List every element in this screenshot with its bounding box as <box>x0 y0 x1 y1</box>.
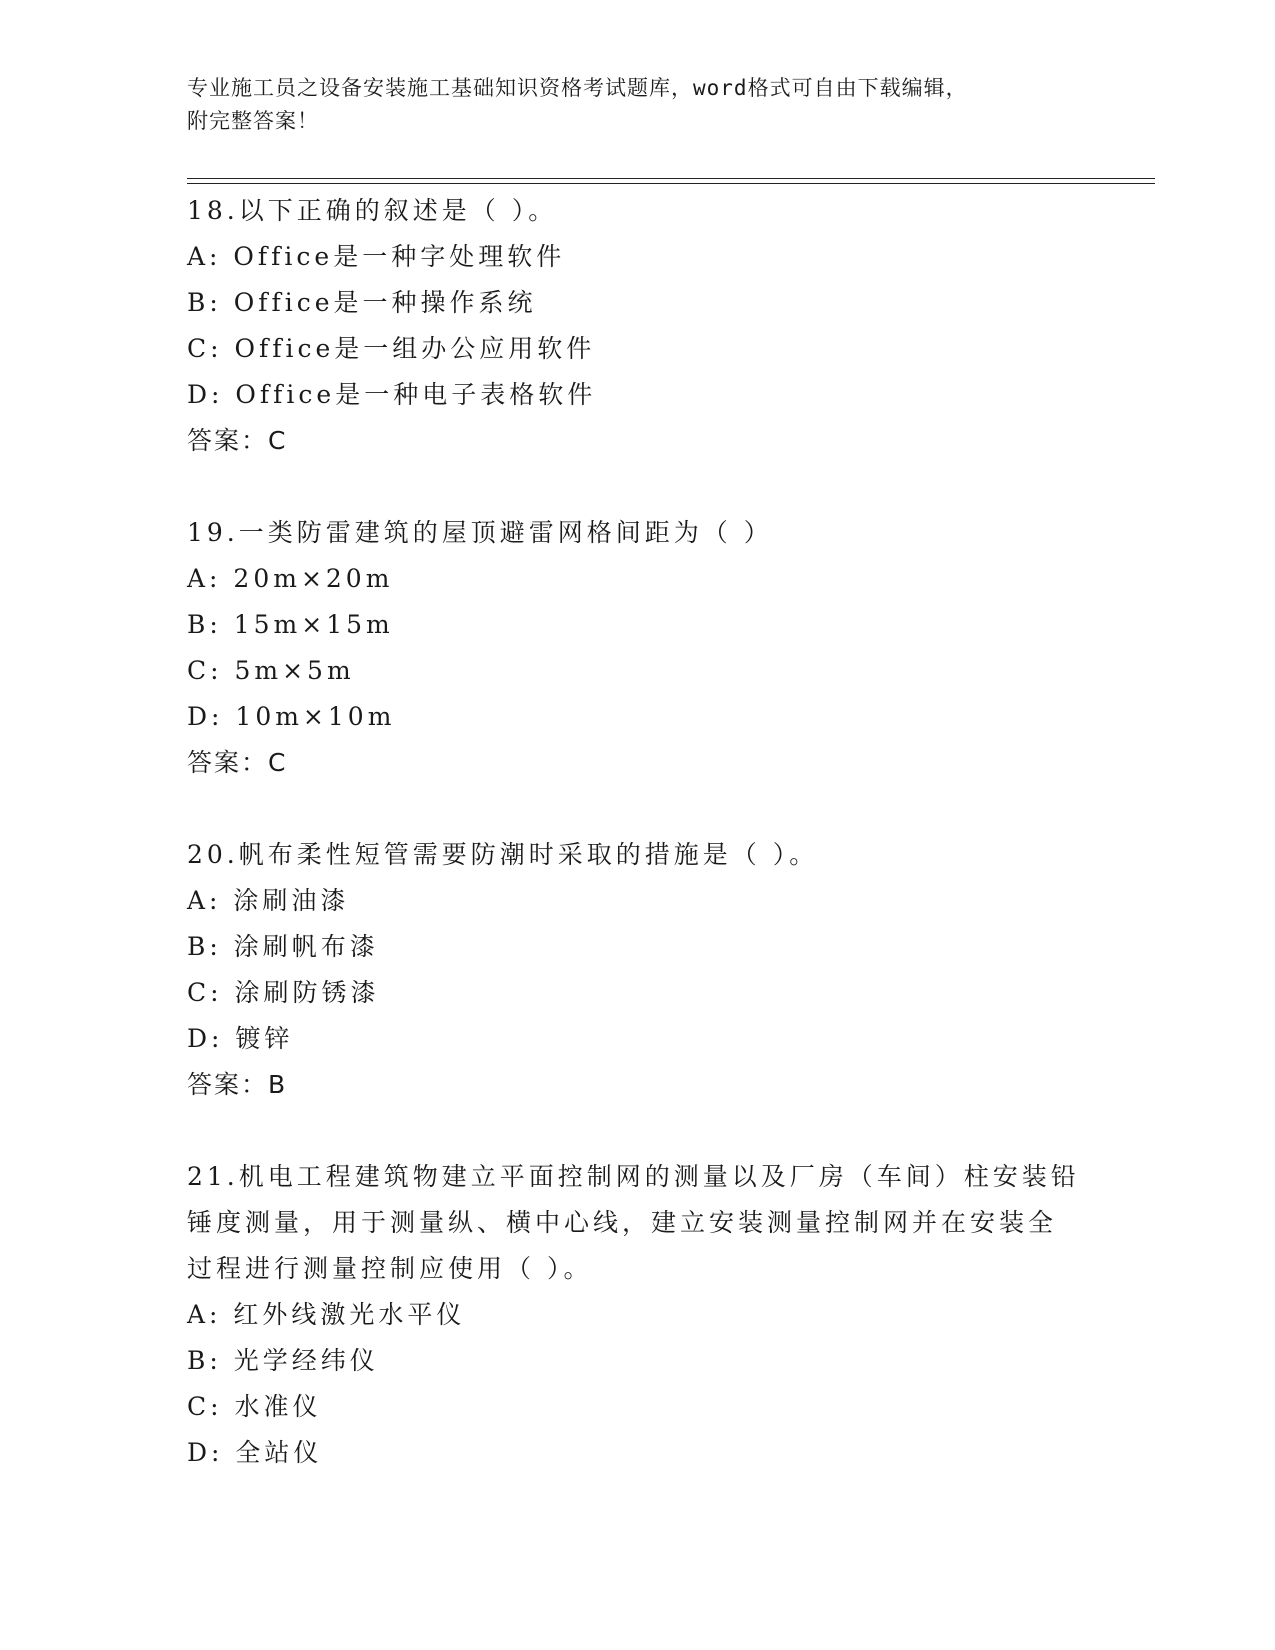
question-20 <box>187 832 1117 1108</box>
option-c: C: 水准仪 <box>187 1392 322 1421</box>
spacer <box>187 786 1117 832</box>
header-divider-bottom <box>187 183 1155 184</box>
option-a: A: 涂刷油漆 <box>187 886 350 915</box>
option-b: B: Office是一种操作系统 <box>187 288 537 317</box>
option-a: A: 20m×20m <box>187 564 394 593</box>
question-title: 18.以下正确的叙述是（ ）。 <box>187 196 558 225</box>
question-19 <box>187 510 1117 786</box>
option-c: C: 5m×5m <box>187 656 355 685</box>
option-a: A: Office是一种字处理软件 <box>187 242 566 271</box>
option-d: D: 10m×10m <box>187 702 396 731</box>
option-b: B: 15m×15m <box>187 610 394 639</box>
question-18 <box>187 188 1117 464</box>
option-d: D: 镀锌 <box>187 1024 294 1053</box>
question-title: 19.一类防雷建筑的屋顶避雷网格间距为（ ） <box>187 518 773 547</box>
question-list <box>187 188 1117 1476</box>
question-title-line-2: 锤度测量，用于测量纵、横中心线，建立安装测量控制网并在安装全 <box>187 1208 1058 1237</box>
question-title-line-3: 过程进行测量控制应使用（ ）。 <box>187 1254 593 1283</box>
option-c: C: Office是一组办公应用软件 <box>187 334 596 363</box>
header-divider-top <box>187 178 1155 179</box>
header-line-1: 专业施工员之设备安装施工基础知识资格考试题库，word格式可自由下载编辑， <box>187 76 968 100</box>
answer: 答案：B <box>187 1070 288 1099</box>
question-21 <box>187 1154 1117 1476</box>
question-title-line-1: 21.机电工程建筑物建立平面控制网的测量以及厂房（车间）柱安装铅 <box>187 1162 1080 1191</box>
answer: 答案：C <box>187 426 288 455</box>
header-line-2: 附完整答案！ <box>187 109 319 133</box>
option-d: D: Office是一种电子表格软件 <box>187 380 597 409</box>
option-c: C: 涂刷防锈漆 <box>187 978 380 1007</box>
option-a: A: 红外线激光水平仪 <box>187 1300 466 1329</box>
option-b: B: 光学经纬仪 <box>187 1346 379 1375</box>
spacer <box>187 464 1117 510</box>
document-header <box>187 72 1087 138</box>
option-d: D: 全站仪 <box>187 1438 323 1467</box>
spacer <box>187 1108 1117 1154</box>
question-title: 20.帆布柔性短管需要防潮时采取的措施是（ ）。 <box>187 840 819 869</box>
answer: 答案：C <box>187 748 288 777</box>
option-b: B: 涂刷帆布漆 <box>187 932 379 961</box>
